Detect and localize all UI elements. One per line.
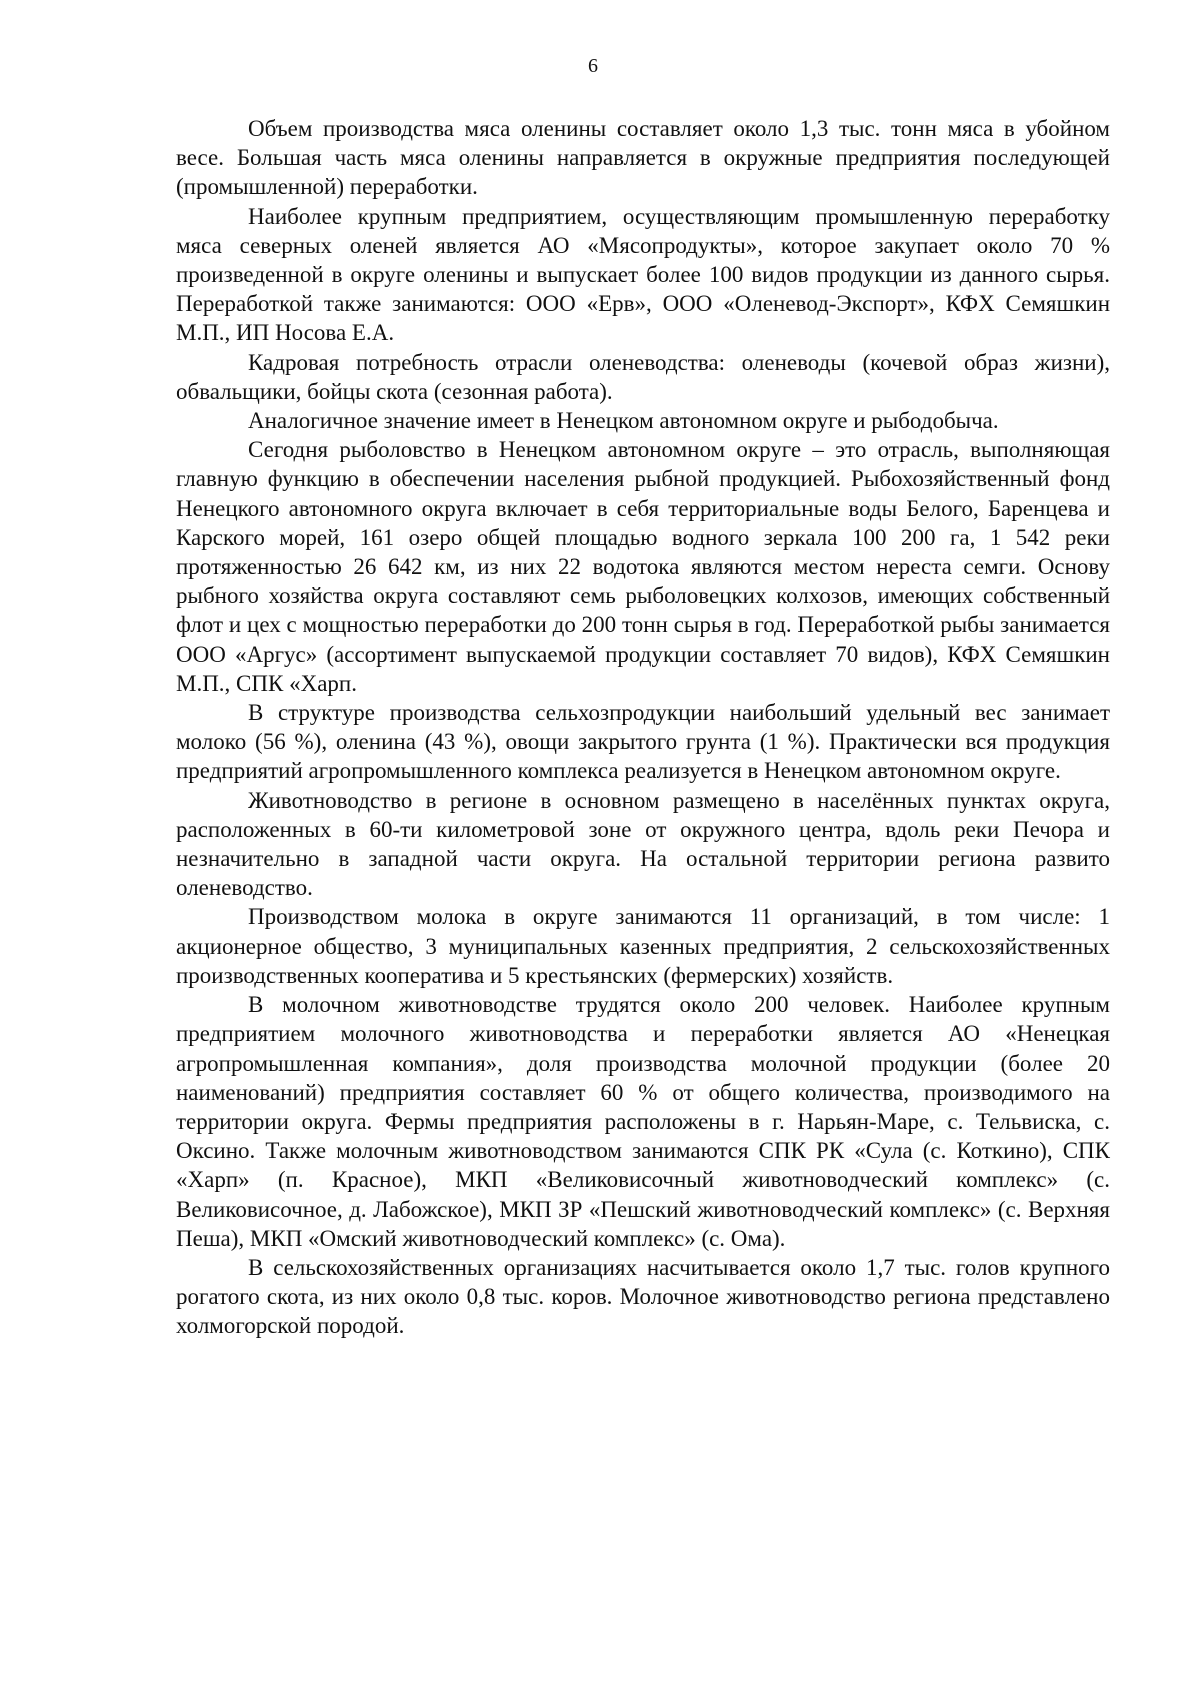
paragraph-dairy-enterprises: В молочном животноводстве трудятся около 200 человек. Наиболее крупным предприятием молочного животноводства и переработки является АО «Ненецкая агропромышленная компания», доля производства молочной продукции (более 20 наименований) предприятия составляет 60 % от общего количества, производимого на территории округа. Фермы предприятия расположены в г. Нарьян-Маре, с. Тельвиска, с. Оксино. Также молочным животноводством занимаются СПК РК «Сула (с. Коткино), СПК «Харп» (п. Красное), МКП «Великовисочный животноводческий комплекс» (с. Великовисочное, д. Лабожское), МКП ЗР «Пешский животноводческий комплекс» (с. Верхняя Пеша), МКП «Омский животноводческий комплекс» (с. Ома). [176, 992, 1110, 1251]
paragraph-production-structure: В структуре производства сельхозпродукции наибольший удельный вес занимает молоко (56 %), оленина (43 %), овощи закрытого грунта (1 %). Практически вся продукция предприятий агропромышленного комплекса реализуется в Ненецком автономном округе. [176, 700, 1110, 784]
paragraph-fishing-industry: Сегодня рыболовство в Ненецком автономном округе – это отрасль, выполняющая главную функцию в обеспечении населения рыбной продукцией. Рыбохозяйственный фонд Ненецкого автономного округа включает в себя территориальные воды Белого, Баренцева и Карского морей, 161 озеро общей площадью водного зеркала 100 200 га, 1 542 реки протяженностью 26 642 км, из них 22 водотока являются местом нереста семги. Основу рыбного хозяйства округа составляют семь рыболовецких колхозов, имеющих собственный флот и цех с мощностью переработки до 200 тонн сырья в год. Переработкой рыбы занимается ООО «Аргус» (ассортимент выпускаемой продукции составляет 70 видов), КФХ Семяшкин М.П., СПК «Харп. [176, 437, 1110, 696]
document-body [176, 114, 1110, 1341]
paragraph-livestock-location: Животноводство в регионе в основном размещено в населённых пунктах округа, расположенных в 60-ти километровой зоне от окружного центра, вдоль реки Печора и незначительно в западной части округа. На остальной территории региона развито оленеводство. [176, 787, 1110, 901]
paragraph-cattle-count: В сельскохозяйственных организациях насчитывается около 1,7 тыс. голов крупного рогатого скота, из них около 0,8 тыс. коров. Молочное животноводство региона представлено холмогорской породой. [176, 1254, 1110, 1339]
paragraph-staffing-needs: Кадровая потребность отрасли оленеводства: оленеводы (кочевой образ жизни), обвальщики, бойцы скота (сезонная работа). [176, 349, 1110, 404]
paragraph-meat-processing-enterprises: Наиболее крупным предприятием, осуществляющим промышленную переработку мяса северных оленей является АО «Мясопродукты», которое закупает около 70 % произведенной в округе оленины и выпускает более 100 видов продукции из данного сырья. Переработкой также занимаются: ООО «Ерв», ООО «Оленевод-Экспорт», КФХ Семяшкин М.П., ИП Носова Е.А. [176, 203, 1110, 346]
paragraph-fishing-importance: Аналогичное значение имеет в Ненецком автономном округе и рыбодобыча. [248, 408, 999, 434]
paragraph-reindeer-meat-volume: Объем производства мяса оленины составляет около 1,3 тыс. тонн мяса в убойном весе. Большая часть мяса оленины направляется в окружные предприятия последующей (промышленной) переработки. [176, 116, 1110, 200]
paragraph-milk-producers: Производством молока в округе занимаются 11 организаций, в том числе: 1 акционерное общество, 3 муниципальных казенных предприятия, 2 сельскохозяйственных производственных кооператива и 5 крестьянских (фермерских) хозяйств. [176, 904, 1110, 988]
page-number: 6 [588, 55, 598, 77]
